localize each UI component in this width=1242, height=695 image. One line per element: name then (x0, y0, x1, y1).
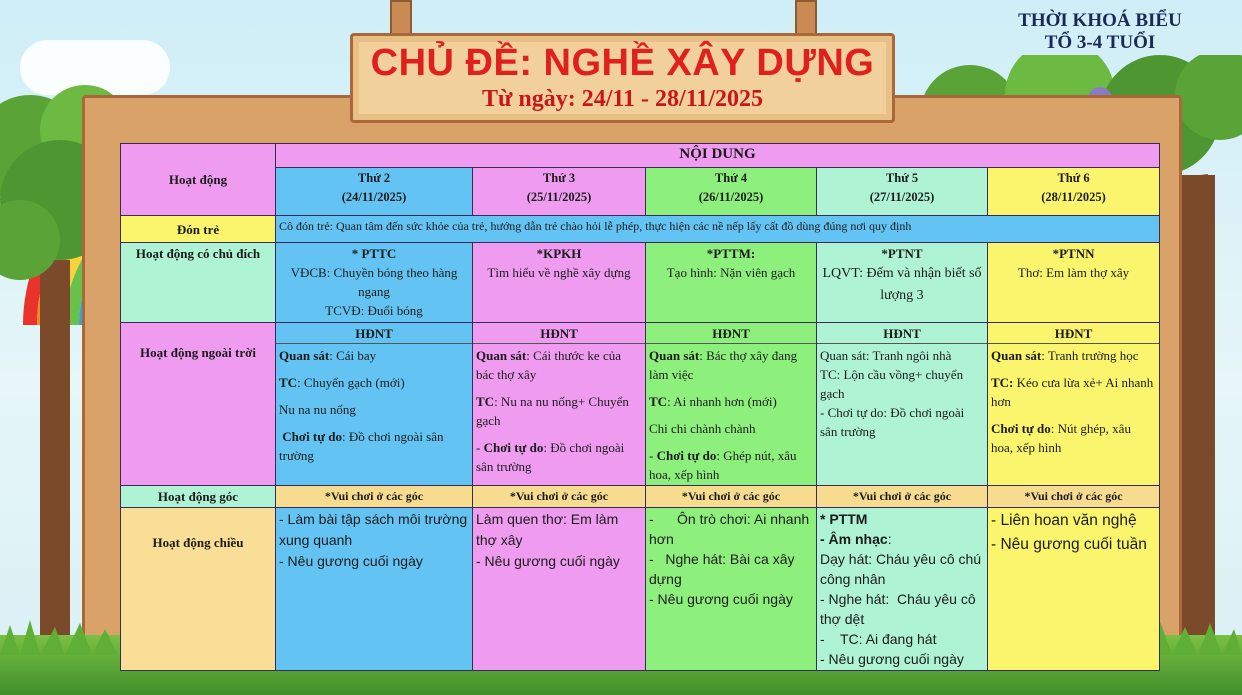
cell-goc-tue: *Vui chơi ở các góc (473, 486, 646, 508)
cell-chieu-tue: Làm quen thơ: Em làm thợ xây - Nêu gương cuối ngày (473, 508, 646, 671)
don-tre-content: Cô đón trẻ: Quan tâm đến sức khỏe của trẻ, hướng dẫn trẻ chào hỏi lễ phép, thực hiện các nề nếp lấy cất đồ dùng đúng nơi quy định (276, 216, 1160, 243)
day-header-fri: Thứ 6 (28/11/2025) (988, 168, 1160, 216)
cell-nt-thu: HĐNT Quan sát: Tranh ngôi nhà TC: Lộn cầu vồng+ chuyển gạch - Chơi tự do: Đồ chơi ngoài sân trường (817, 323, 988, 486)
cell-goc-thu: *Vui chơi ở các góc (817, 486, 988, 508)
row-label-goc: Hoạt động góc (121, 486, 276, 508)
cell-goc-wed: *Vui chơi ở các góc (646, 486, 817, 508)
cell-goc-mon: *Vui chơi ở các góc (276, 486, 473, 508)
timetable-heading (990, 10, 1210, 54)
page-title: CHỦ ĐỀ: NGHỀ XÂY DỰNG (370, 42, 875, 84)
date-range: Từ ngày: 24/11 - 28/11/2025 (481, 86, 764, 112)
day-header-mon: Thứ 2 (24/11/2025) (276, 168, 473, 216)
row-label-chieu: Hoạt động chiều (121, 508, 276, 671)
timetable-heading-line1: THỜI KHOÁ BIỂU (1018, 10, 1182, 31)
day-header-thu: Thứ 5 (27/11/2025) (817, 168, 988, 216)
row-label-ngoai-troi: Hoạt động ngoài trời (121, 323, 276, 486)
cell-cd-wed: *PTTM: Tạo hình: Nặn viên gạch (646, 243, 817, 323)
day-header-tue: Thứ 3 (25/11/2025) (473, 168, 646, 216)
timetable-heading-line2: TỔ 3-4 TUỔI (1044, 32, 1156, 53)
cell-chieu-wed: - Ôn trò chơi: Ai nhanh hơn - Nghe hát: Bài ca xây dựng - Nêu gương cuối ngày (646, 508, 817, 671)
row-label-don-tre: Đón trẻ (121, 216, 276, 243)
activity-column-header: Hoạt động (121, 144, 276, 216)
cell-chieu-thu: * PTTM - Âm nhạc: Dạy hát: Cháu yêu cô chú công nhân - Nghe hát: Cháu yêu cô thợ dệt - TC: Ai đang hát - Nêu gương cuối ngày (817, 508, 988, 671)
cell-goc-fri: *Vui chơi ở các góc (988, 486, 1160, 508)
cell-nt-tue: HĐNT Quan sát: Cái thước ke của bác thợ xây TC: Nu na nu nống+ Chuyển gạch - Chơi tự do: Đồ chơi ngoài sân trường (473, 323, 646, 486)
cell-chieu-fri: - Liên hoan văn nghệ - Nêu gương cuối tuần (988, 508, 1160, 671)
day-header-wed: Thứ 4 (26/11/2025) (646, 168, 817, 216)
content-header: NỘI DUNG (276, 144, 1160, 168)
timetable (120, 143, 1160, 671)
cell-cd-fri: *PTNN Thơ: Em làm thợ xây (988, 243, 1160, 323)
cell-nt-fri: HĐNT Quan sát: Tranh trường học TC: Kéo cưa lừa xẻ+ Ai nhanh hơn Chơi tự do: Nút ghép, xâu hoa, xếp hình (988, 323, 1160, 486)
cell-nt-mon: HĐNT Quan sát: Cái bay TC: Chuyển gạch (mới) Nu na nu nống Chơi tự do: Đồ chơi ngoài sân trường (276, 323, 473, 486)
cell-cd-thu: *PTNT LQVT: Đếm và nhận biết số lượng 3 (817, 243, 988, 323)
cell-nt-wed: HĐNT Quan sát: Bác thợ xây đang làm việc TC: Ai nhanh hơn (mới) Chi chi chành chành - Chơi tự do: Ghép nút, xâu hoa, xếp hình (646, 323, 817, 486)
cell-cd-tue: *KPKH Tìm hiểu về nghề xây dựng (473, 243, 646, 323)
row-label-co-chu-dich: Hoạt động có chủ đích (121, 243, 276, 323)
cell-cd-mon: * PTTC VĐCB: Chuyền bóng theo hàng ngang TCVĐ: Đuổi bóng (276, 243, 473, 323)
cell-chieu-mon: - Làm bài tập sách môi trường xung quanh - Nêu gương cuối ngày (276, 508, 473, 671)
